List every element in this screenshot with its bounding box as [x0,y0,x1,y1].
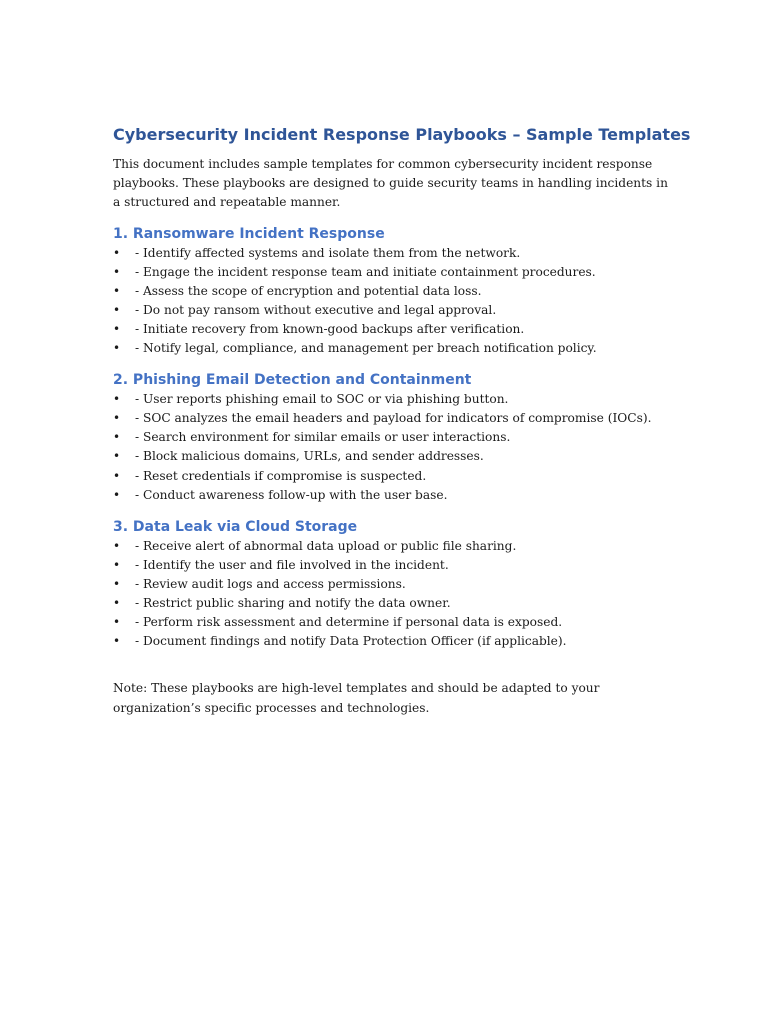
list-item [113,556,673,575]
bullet-icon: • [113,264,121,279]
phishing-steps-list [113,390,673,505]
list-item-text: - Review audit logs and access permissions. [135,576,406,591]
list-item [113,244,673,263]
list-item-text: - User reports phishing email to SOC or via phishing button. [135,392,509,407]
list-item [113,390,673,409]
list-item [113,467,673,486]
bullet-icon: • [113,487,121,502]
list-item-text: - Restrict public sharing and notify the data owner. [135,596,451,611]
list-item-text: - Block malicious domains, URLs, and sender addresses. [135,449,484,464]
intro-paragraph: This document includes sample templates for common cybersecurity incident response playbooks. These playbooks are designed to guide security teams in handling incidents in a structured and repeatable manner. [113,157,668,210]
list-item-text: - Document findings and notify Data Protection Officer (if applicable). [135,634,567,649]
bullet-icon: • [113,596,121,611]
bullet-icon: • [113,321,121,336]
bullet-icon: • [113,557,121,572]
section-heading-phishing: 2. Phishing Email Detection and Containment [113,372,472,389]
list-item-text: - Notify legal, compliance, and management per breach notification policy. [135,341,597,356]
list-item [113,537,673,556]
list-item-text: - Identify affected systems and isolate them from the network. [135,245,521,260]
document-body [113,124,691,718]
bullet-icon: • [113,449,121,464]
bullet-icon: • [113,392,121,407]
list-item-text: - Identify the user and file involved in the incident. [135,557,449,572]
list-item-text: - Receive alert of abnormal data upload or public file sharing. [135,538,517,553]
list-item [113,282,673,301]
bullet-icon: • [113,538,121,553]
list-item [113,409,673,428]
bullet-icon: • [113,245,121,260]
ransomware-steps-list [113,244,673,359]
list-item [113,632,673,651]
list-item [113,339,673,358]
list-item-text: - Initiate recovery from known-good backups after verification. [135,321,525,336]
bullet-icon: • [113,411,121,426]
list-item-text: - Conduct awareness follow-up with the user base. [135,487,448,502]
list-item-text: - Do not pay ransom without executive and legal approval. [135,302,497,317]
data-leak-steps-list [113,537,673,652]
list-item-text: - Engage the incident response team and initiate containment procedures. [135,264,596,279]
bullet-icon: • [113,615,121,630]
list-item [113,263,673,282]
list-item [113,613,673,632]
list-item-text: - SOC analyzes the email headers and payload for indicators of compromise (IOCs). [135,411,652,426]
bullet-icon: • [113,468,121,483]
list-item [113,320,673,339]
list-item [113,486,673,505]
list-item-text: - Reset credentials if compromise is suspected. [135,468,427,483]
document-title: Cybersecurity Incident Response Playbooks – Sample Templates [113,125,691,144]
section-heading-data-leak: 3. Data Leak via Cloud Storage [113,518,358,535]
list-item [113,428,673,447]
section-heading-ransomware: 1. Ransomware Incident Response [113,225,385,242]
note-paragraph: Note: These playbooks are high-level templates and should be adapted to your organization’s specific processes and technologies. [113,681,600,715]
bullet-icon: • [113,430,121,445]
bullet-icon: • [113,283,121,298]
bullet-icon: • [113,634,121,649]
bullet-icon: • [113,341,121,356]
list-item-text: - Search environment for similar emails or user interactions. [135,430,511,445]
bullet-icon: • [113,576,121,591]
list-item-text: - Assess the scope of encryption and potential data loss. [135,283,482,298]
list-item-text: - Perform risk assessment and determine if personal data is exposed. [135,615,563,630]
list-item [113,301,673,320]
list-item [113,594,673,613]
list-item [113,575,673,594]
bullet-icon: • [113,302,121,317]
list-item [113,447,673,466]
